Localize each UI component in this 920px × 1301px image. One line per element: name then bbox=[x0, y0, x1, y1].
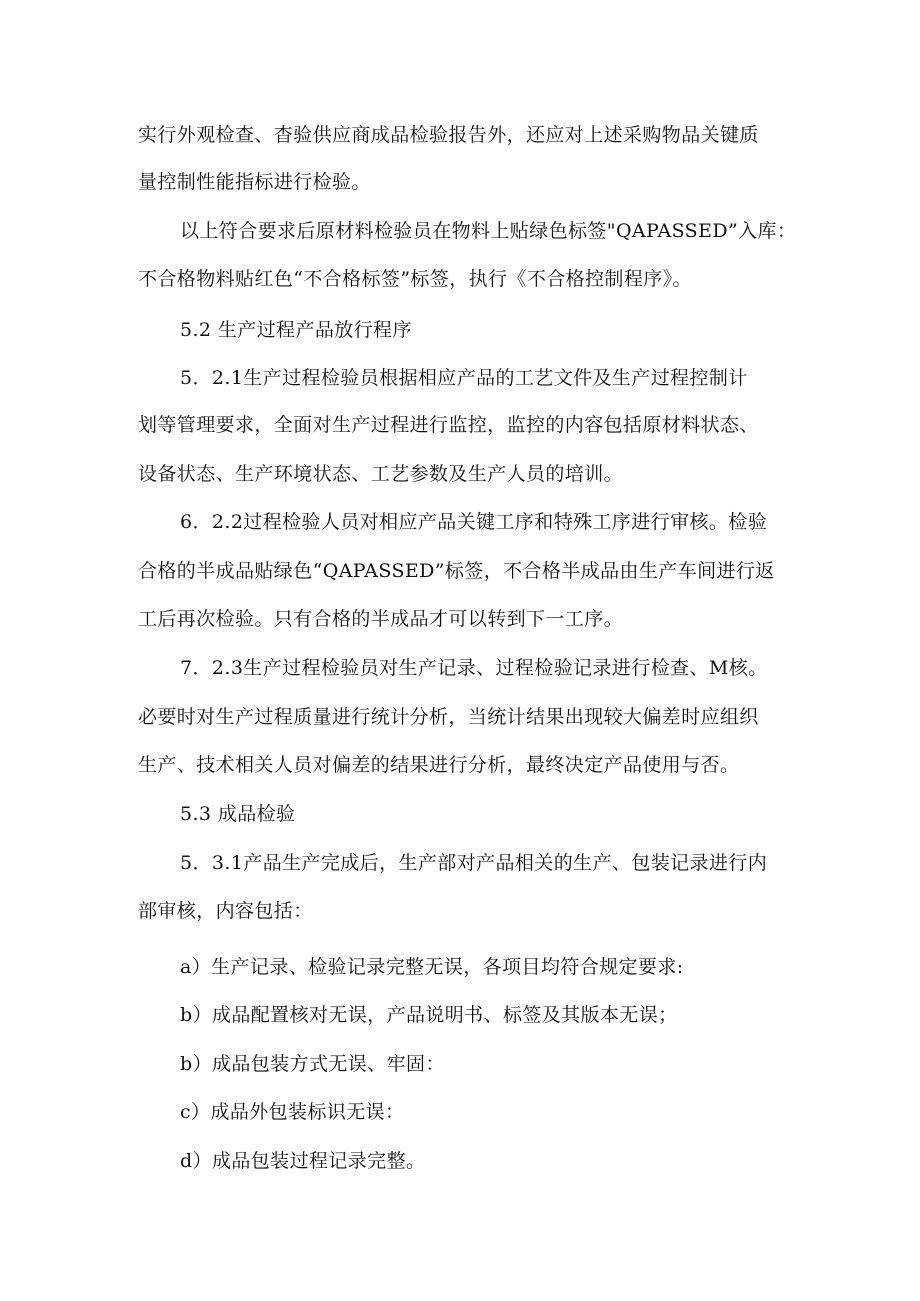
list-item: d）成品包装过程记录完整。 bbox=[180, 1150, 426, 1172]
paragraph-line: 工后再次检验。只有合格的半成品才可以转到下一工序。 bbox=[138, 608, 624, 630]
paragraph-line: 生产、技术相关人员对偏差的结果进行分析，最终决定产品使用与否。 bbox=[138, 754, 740, 776]
list-item: b）成品配置核对无误，产品说明书、标签及其版本无误； bbox=[180, 1004, 678, 1026]
paragraph-line: 5．2.1生产过程检验员根据相应产品的工艺文件及生产过程控制计 bbox=[180, 367, 748, 389]
paragraph-line: 5．3.1产品生产完成后，生产部对产品相关的生产、包装记录进行内 bbox=[180, 852, 768, 874]
list-item: c）成品外包装标识无误： bbox=[180, 1101, 405, 1123]
paragraph-line: 6．2.2过程检验人员对相应产品关键工序和特殊工序进行审核。检验 bbox=[180, 511, 768, 533]
paragraph-line: 合格的半成品贴绿色“QAPASSED”标签，不合格半成品由生产车间进行返 bbox=[138, 560, 775, 582]
section-heading: 5.3 成品检验 bbox=[180, 803, 296, 825]
list-item: b）成品包装方式无误、牢固： bbox=[180, 1053, 445, 1075]
paragraph-line: 不合格物料贴红色“不合格标签”标签，执行《不合格控制程序》。 bbox=[138, 268, 692, 290]
section-heading: 5.2 生产过程产品放行程序 bbox=[180, 319, 412, 341]
paragraph-line: 划等管理要求，全面对生产过程进行监控，监控的内容包括原材料状态、 bbox=[138, 414, 759, 436]
paragraph-line: 以上符合要求后原材料检验员在物料上贴绿色标签"QAPASSED”入库： bbox=[180, 220, 797, 242]
paragraph-line: 部审核，内容包括： bbox=[138, 900, 313, 922]
paragraph-line: 必要时对生产过程质量进行统计分析，当统计结果出现较大偏差时应组织 bbox=[138, 706, 759, 728]
list-item: a）生产记录、检验记录完整无误，各项目均符合规定要求: bbox=[180, 956, 684, 978]
paragraph-line: 7．2.3生产过程检验员对生产记录、过程检验记录进行检查、M核。 bbox=[180, 657, 768, 679]
paragraph-line: 量控制性能指标进行检验。 bbox=[138, 171, 371, 193]
paragraph-line: 设备状态、生产环境状态、工艺参数及生产人员的培训。 bbox=[138, 463, 624, 485]
paragraph-line: 实行外观检查、杳验供应商成品检验报告外，还应对上述采购物品关键质 bbox=[138, 124, 759, 146]
